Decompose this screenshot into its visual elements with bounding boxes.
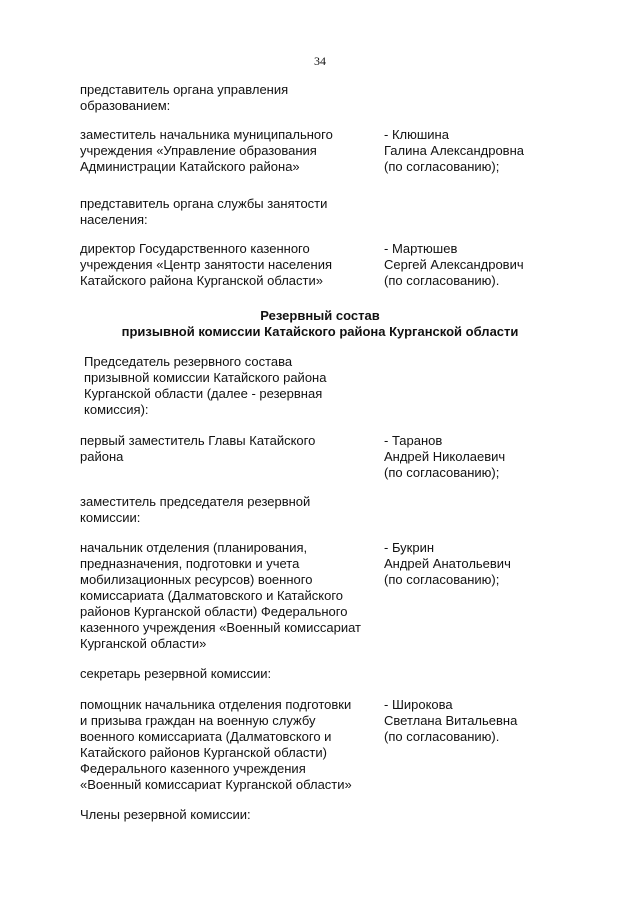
role-first-deputy-head: первый заместитель Главы Катайского района	[80, 433, 316, 464]
role-deputy-chairman: заместитель председателя резервной комиссии:	[80, 494, 311, 525]
section-title-line1: Резервный состав	[260, 308, 380, 323]
role-assistant-head: помощник начальника отделения подготовки и призыва граждан на военную службу военного комиссариата (Далматовского и Катайского районов Курганской области) Федерального казенного учреждения «Военный комиссариат Курганской области»	[80, 697, 352, 792]
role-secretary: секретарь резервной комиссии:	[80, 666, 272, 681]
person-bukrin: - Букрин Андрей Анатольевич (по согласованию);	[384, 540, 511, 587]
role-head-of-department: начальник отделения (планирования, предназначения, подготовки и учета мобилизационных ресурсов) военного комиссариата (Далматовского и Катайского районов Курганской области) Федерального казенного учреждения «Военный комиссариат Курганской области»	[80, 540, 361, 651]
person-klyushina: - Клюшина Галина Александровна (по согласованию);	[384, 127, 524, 174]
section-title-line2: призывной комиссии Катайского района Курганской области	[121, 324, 519, 339]
role-deputy-education-head: заместитель начальника муниципального учреждения «Управление образования Администрации Катайского района»	[80, 127, 333, 174]
person-taranov: - Таранов Андрей Николаевич (по согласованию);	[384, 433, 506, 480]
role-reserve-chairman: Председатель резервного состава призывной комиссии Катайского района Курганской области (далее - резервная комиссия):	[84, 354, 327, 417]
page-number: 34	[314, 54, 326, 68]
role-members: Члены резервной комиссии:	[80, 807, 251, 822]
role-director-employment-center: директор Государственного казенного учреждения «Центр занятости населения Катайского района Курганской области»	[80, 241, 333, 288]
role-representative-education: представитель органа управления образованием:	[80, 82, 289, 113]
person-martyushev: - Мартюшев Сергей Александрович (по согласованию).	[384, 241, 524, 288]
role-representative-employment: представитель органа службы занятости населения:	[80, 196, 328, 227]
person-shirokova: - Широкова Светлана Витальевна (по согласованию).	[384, 697, 518, 744]
